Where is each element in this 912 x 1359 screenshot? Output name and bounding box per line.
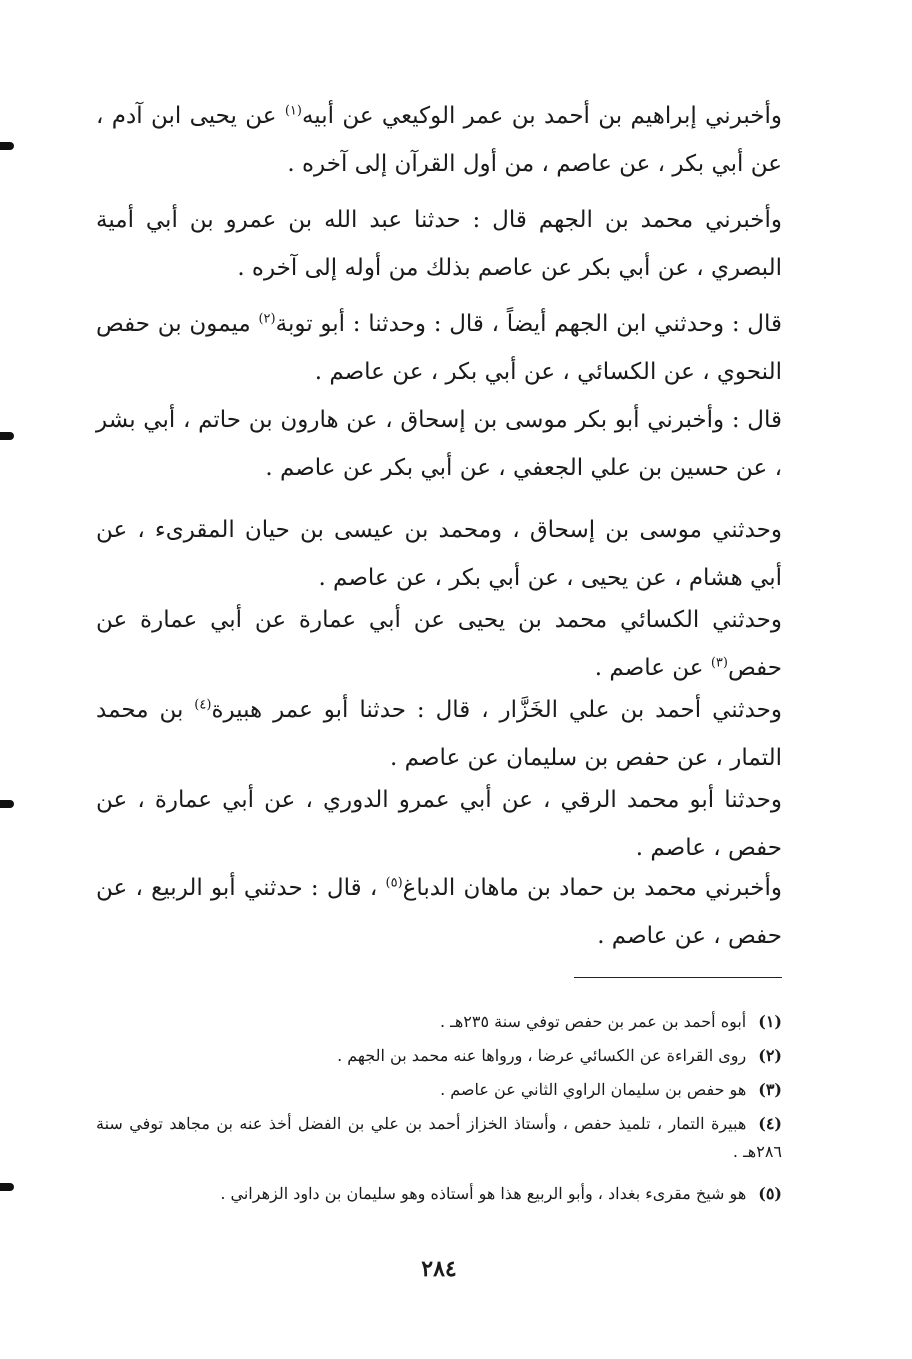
paragraph-2: وأخبرني محمد بن الجهم قال : حدثنا عبد الله بن عمرو بن أبي أمية البصري ، عن أبي بكر عن عاصم بذلك من أوله إلى آخره .	[96, 207, 782, 281]
paragraph-7: وحدثني أحمد بن علي الخَزَّار ، قال : حدثنا أبو عمر هبيرة$^{(٤)}$ بن محمد التمار ، عن حفص بن سليمان عن عاصم .	[96, 697, 782, 771]
footnote-ref[interactable]: (١)	[284, 103, 302, 119]
paragraph-4: قال : وأخبرني أبو بكر موسى بن إسحاق ، عن هارون بن حاتم ، أبي بشر ، عن حسين بن علي الجعفي ، عن أبي بكر عن عاصم .	[96, 407, 782, 481]
paragraph-3: قال : وحدثني ابن الجهم أيضاً ، قال : وحدثنا : أبو توبة$^{(٢)}$ ميمون بن حفص النحوي ، عن الكسائي ، عن أبي بكر ، عن عاصم .	[96, 311, 783, 385]
footnote-ref[interactable]: (٣)	[710, 655, 728, 671]
margin-mark	[0, 142, 14, 150]
footnote-4: (٤)هبيرة التمار ، تلميذ حفص ، وأستاذ الخزاز أحمد بن علي بن الفضل أخذ عنه بن مجاهد توفي سنة ٢٨٦هـ .	[96, 1114, 782, 1161]
margin-mark	[0, 1183, 14, 1191]
footnote-3: (٣)هو حفص بن سليمان الراوي الثاني عن عاصم .	[440, 1080, 782, 1099]
footnote-2: (٢)روى القراءة عن الكسائي عرضا ، ورواها عنه محمد بن الجهم .	[337, 1046, 782, 1065]
margin-mark	[0, 800, 14, 808]
margin-mark	[0, 432, 14, 440]
paragraph-8: وحدثنا أبو محمد الرقي ، عن أبي عمرو الدوري ، عن أبي عمارة ، عن حفص ، عاصم .	[96, 787, 782, 861]
footnote-5: (٥)هو شيخ مقرىء بغداد ، وأبو الربيع هذا هو أستاذه وهو سليمان بن داود الزهراني .	[220, 1184, 782, 1203]
footnote-1: (١)أبوه أحمد بن عمر بن حفص توفي سنة ٢٣٥هـ .	[439, 1012, 782, 1031]
page-number: ٢٨٤	[421, 1256, 457, 1282]
page-body	[96, 88, 782, 1328]
paragraph-9: وأخبرني محمد بن حماد بن ماهان الدباغ$^{(٥)}$ ، قال : حدثني أبو الربيع ، عن حفص ، عن عاصم .	[96, 875, 782, 949]
footnote-divider	[574, 977, 782, 978]
footnote-ref[interactable]: (٥)	[385, 875, 403, 891]
footnote-ref[interactable]: (٢)	[258, 311, 276, 327]
paragraph-5: وحدثني موسى بن إسحاق ، ومحمد بن عيسى بن حيان المقرىء ، عن أبي هشام ، عن يحيى ، عن أبي بكر ، عن عاصم .	[96, 517, 782, 591]
paragraph-6: وحدثني الكسائي محمد بن يحيى عن أبي عمارة عن أبي عمارة عن حفص$^{(٣)}$ عن عاصم .	[96, 607, 782, 681]
footnote-ref[interactable]: (٤)	[194, 697, 212, 713]
paragraph-1: وأخبرني إبراهيم بن أحمد بن عمر الوكيعي عن أبيه$^{(١)}$ عن يحيى ابن آدم ، عن أبي بكر ، عن عاصم ، من أول القرآن إلى آخره .	[96, 103, 782, 177]
